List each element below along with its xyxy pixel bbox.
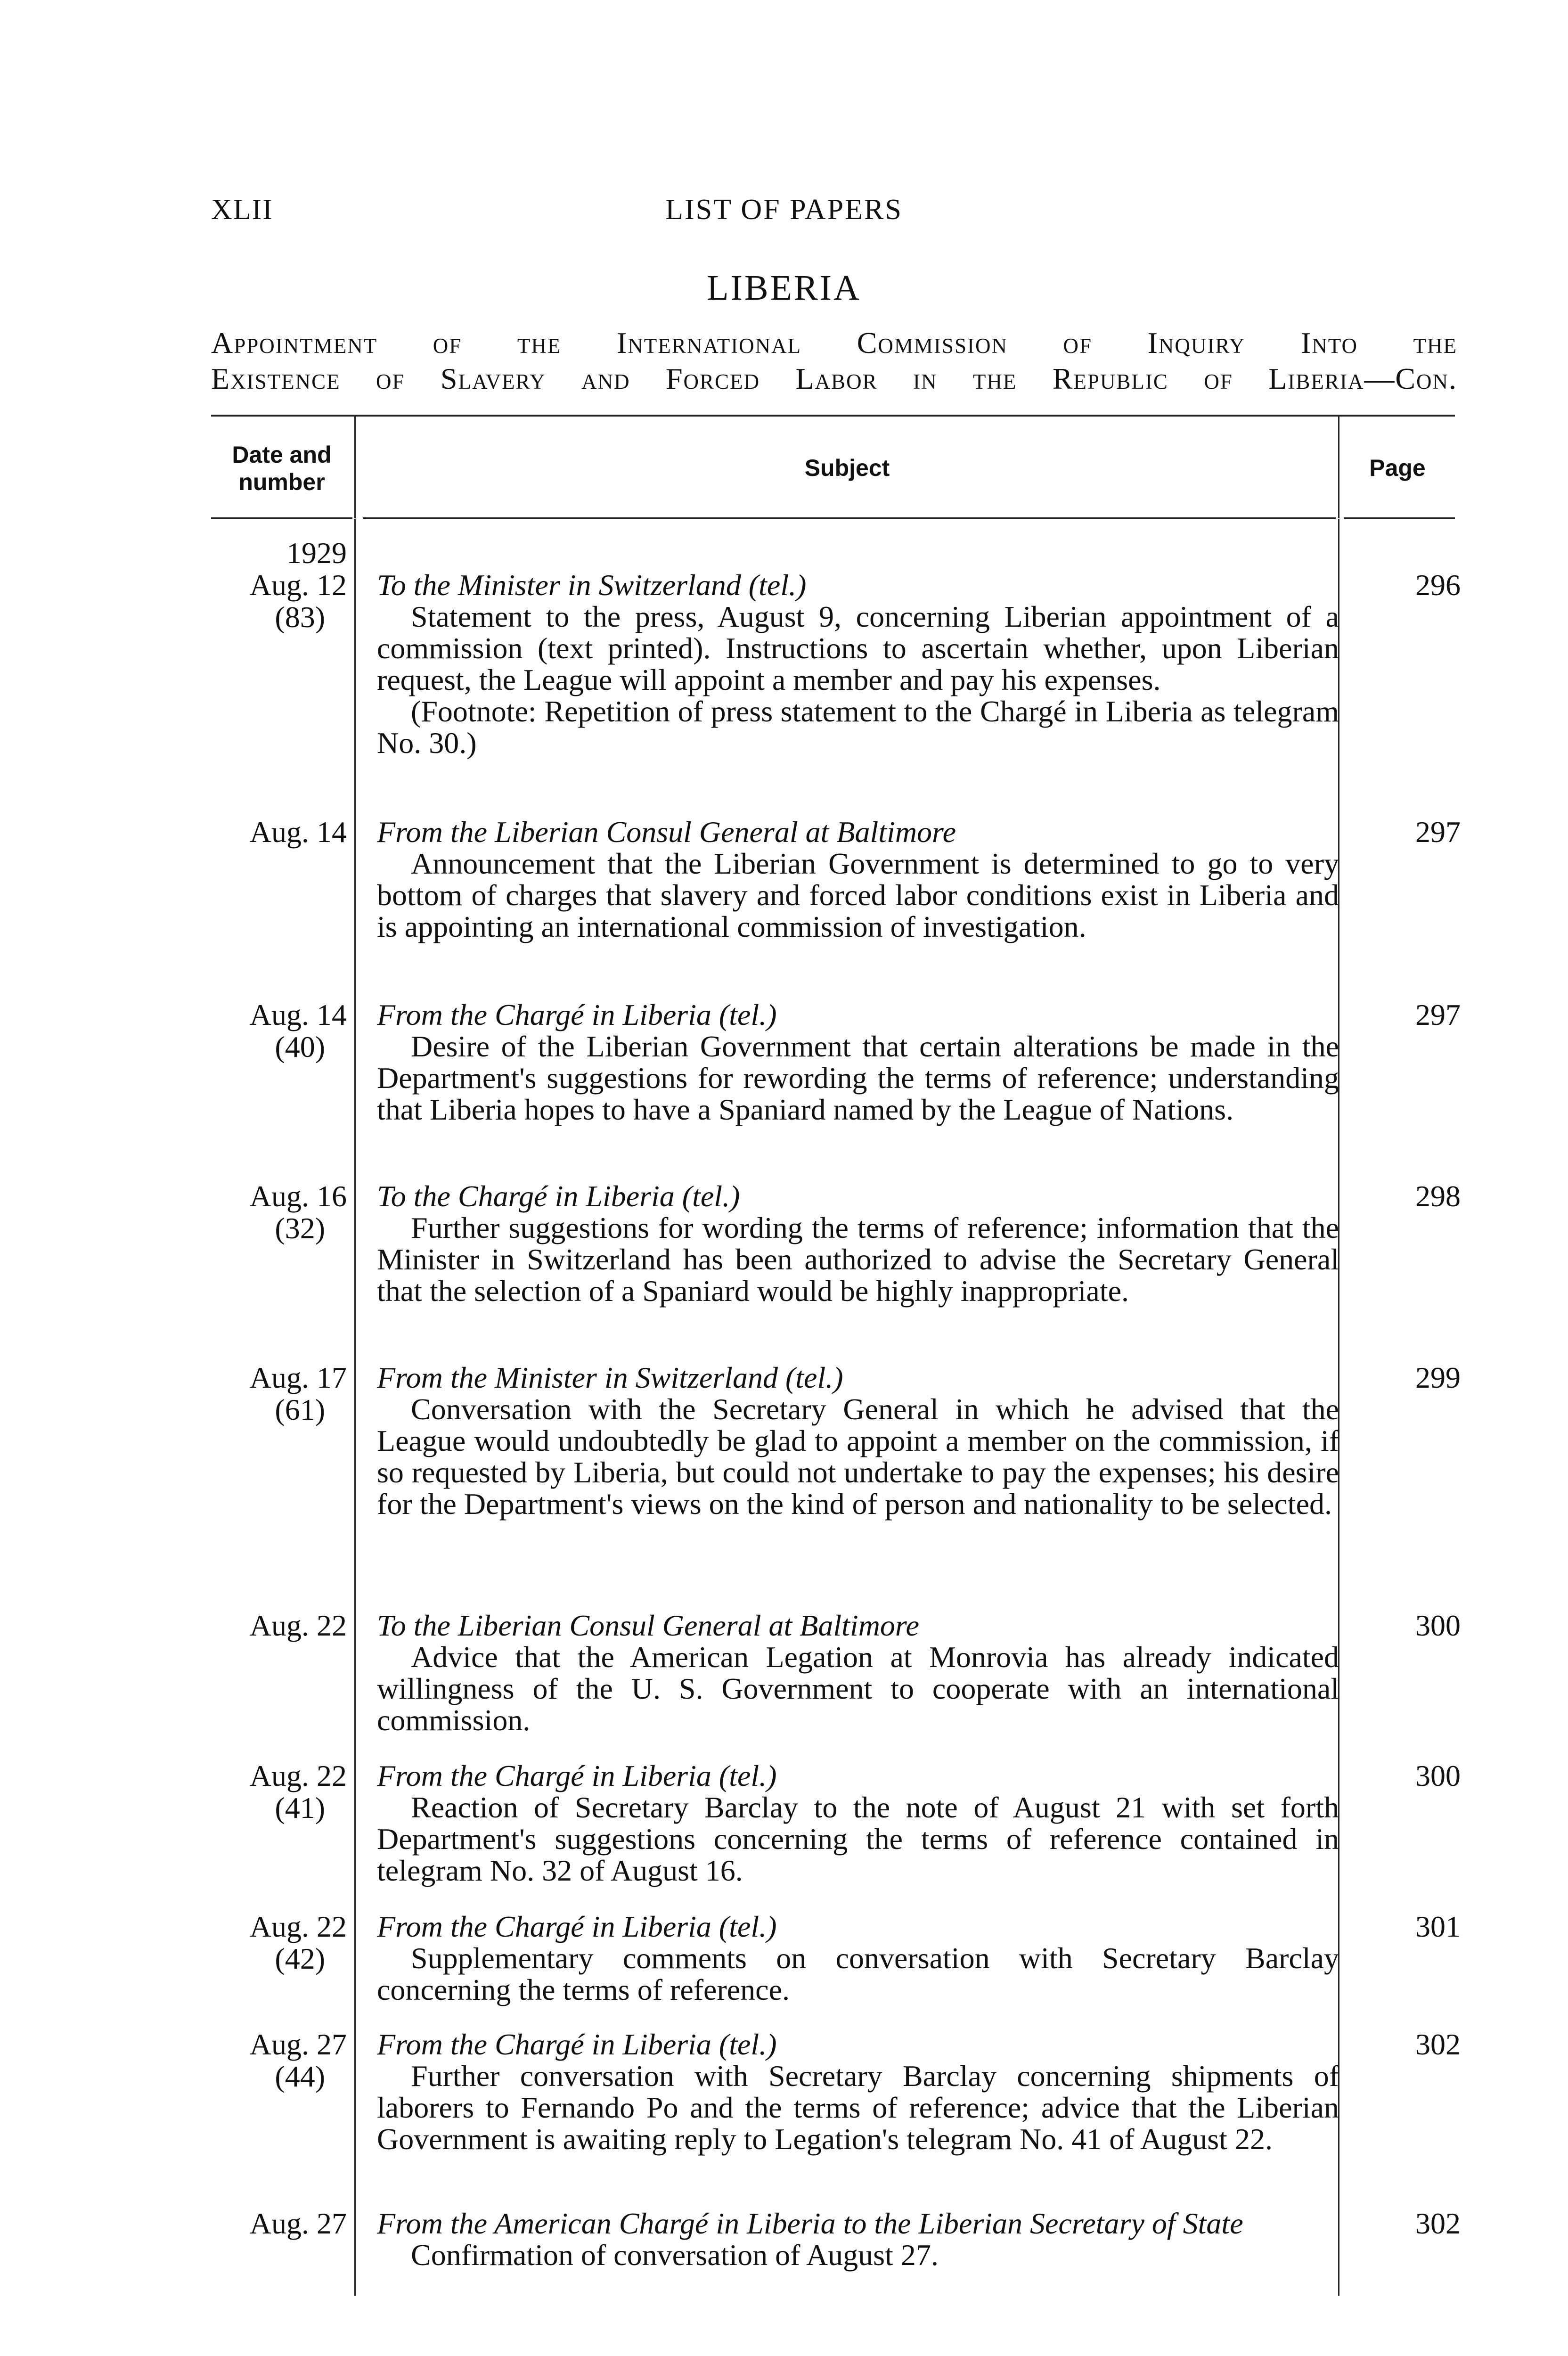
entry-subject	[377, 1760, 1339, 1886]
entry-number: (41)	[275, 1791, 325, 1824]
entry-date-text: Aug. 14	[249, 815, 347, 849]
entry-date-text: Aug. 12	[249, 568, 347, 602]
entry-heading: From the Chargé in Liberia (tel.)	[377, 1910, 777, 1943]
entry-number: (32)	[275, 1211, 325, 1245]
entry-date	[207, 2208, 347, 2240]
header-divider-page	[1338, 417, 1339, 518]
entry-paragraph: Conversation with the Secretary General in which he advised that the League would undoubtedly be glad to appoint a member on the commission, if so requested by Liberia, but could not undertake to pay the expenses; his desire for the Department's views on the kind of person and nationality to be selected.	[377, 1392, 1339, 1521]
column-head-date	[211, 441, 352, 496]
entry-subject	[377, 2208, 1339, 2271]
entry-date-text: Aug. 22	[249, 1609, 347, 1642]
section-title	[211, 325, 1457, 397]
entry-date	[207, 816, 347, 848]
table-top-rule	[211, 415, 1455, 417]
entry-subject	[377, 1610, 1339, 1736]
year-label: 1929	[286, 536, 347, 570]
table-header-rule-date	[211, 517, 352, 519]
entry-paragraph: Announcement that the Liberian Government is determined to go to very bottom of charges that slavery and forced labor conditions exist in Liberia and is appointing an international commission of investigation.	[377, 847, 1339, 943]
page-folio: XLII	[211, 194, 273, 226]
entry-number: (83)	[275, 600, 325, 634]
entry-heading: To the Chargé in Liberia (tel.)	[377, 1179, 740, 1213]
country-heading: LIBERIA	[707, 268, 861, 308]
entry-heading: From the Minister in Switzerland (tel.)	[377, 1361, 843, 1394]
entry-paragraph: Advice that the American Legation at Monrovia has already indicated willingness of the U. S. Government to cooperate with an international commission.	[377, 1640, 1339, 1737]
entry-page: 301	[1415, 1910, 1461, 1943]
entry-date	[207, 1610, 347, 1642]
entry-subject	[377, 1362, 1339, 1520]
entry-page: 300	[1415, 1759, 1461, 1792]
entry-paragraph: Supplementary comments on conversation with Secretary Barclay concerning the terms of reference.	[377, 1941, 1339, 2006]
entry-paragraph: Reaction of Secretary Barclay to the note of August 21 with set forth Department's suggestions concerning the terms of reference contained in telegram No. 32 of August 16.	[377, 1791, 1339, 1887]
entry-date-text: Aug. 16	[249, 1179, 347, 1213]
entry-date	[207, 1760, 347, 1824]
entry-page: 297	[1415, 815, 1461, 849]
entry-date	[207, 2029, 347, 2093]
entry-subject	[377, 569, 1339, 759]
entry-date-text: Aug. 27	[249, 2028, 347, 2061]
entry-page: 298	[1415, 1179, 1461, 1213]
table-header-rule-subject	[363, 517, 1336, 519]
body-divider-date	[354, 519, 356, 2296]
running-head: LIST OF PAPERS	[665, 194, 903, 226]
entry-heading: From the Chargé in Liberia (tel.)	[377, 998, 777, 1031]
entry-subject	[377, 2029, 1339, 2155]
entry-subject	[377, 999, 1339, 1125]
entry-page: 299	[1415, 1361, 1461, 1394]
entry-subject	[377, 816, 1339, 942]
entry-heading: To the Minister in Switzerland (tel.)	[377, 568, 807, 602]
entry-page: 296	[1415, 568, 1461, 602]
entry-page: 302	[1415, 2028, 1461, 2061]
column-head-subject: Subject	[804, 455, 890, 481]
entry-date-text: Aug. 14	[249, 998, 347, 1031]
entry-number: (61)	[275, 1393, 325, 1426]
column-head-date-line-1: Date and	[232, 442, 332, 468]
section-title-line-1: Appointment of the International Commission of Inquiry Into the	[211, 326, 1457, 360]
entry-date-text: Aug. 27	[249, 2207, 347, 2240]
header-divider-date	[354, 417, 356, 518]
entry-number: (44)	[275, 2060, 325, 2093]
entry-date	[207, 1911, 347, 1975]
table-header-rule-page	[1344, 517, 1455, 519]
entry-page: 297	[1415, 998, 1461, 1031]
entry-paragraph: Confirmation of conversation of August 27.	[411, 2238, 939, 2272]
entry-heading: From the Liberian Consul General at Baltimore	[377, 815, 956, 849]
entry-date	[207, 1362, 347, 1426]
entry-paragraph: Further conversation with Secretary Barclay concerning shipments of laborers to Fernando Po and the terms of reference; advice that the Liberian Government is awaiting reply to Legation's telegram No. 41 of August 22.	[377, 2059, 1339, 2156]
entry-date-text: Aug. 22	[249, 1759, 347, 1792]
entry-heading: From the Chargé in Liberia (tel.)	[377, 1759, 777, 1792]
section-title-line-2: Existence of Slavery and Forced Labor in the Republic of Liberia—Con.	[211, 362, 1457, 395]
entry-date	[207, 1180, 347, 1244]
entry-paragraph: (Footnote: Repetition of press statement to the Chargé in Liberia as telegram No. 30.)	[377, 695, 1339, 760]
entry-heading: From the American Chargé in Liberia to the Liberian Secretary of State	[377, 2207, 1243, 2240]
entry-date-text: Aug. 17	[249, 1361, 347, 1394]
entry-subject	[377, 1180, 1339, 1307]
entry-number: (42)	[275, 1942, 325, 1975]
entry-heading: From the Chargé in Liberia (tel.)	[377, 2028, 777, 2061]
column-head-date-line-2: number	[238, 469, 325, 495]
entry-date	[207, 999, 347, 1063]
entry-date-text: Aug. 22	[249, 1910, 347, 1943]
entry-paragraph: Statement to the press, August 9, concerning Liberian appointment of a commission (text printed). Instructions to ascertain whether, upon Liberian request, the League will appoint a member and pay his expenses.	[377, 600, 1339, 696]
entry-paragraph: Desire of the Liberian Government that certain alterations be made in the Department's suggestions for rewording the terms of reference; understanding that Liberia hopes to have a Spaniard named by the League of Nations.	[377, 1030, 1339, 1126]
entry-date	[207, 569, 347, 633]
entry-paragraph: Further suggestions for wording the terms of reference; information that the Minister in Switzerland has been authorized to advise the Secretary General that the selection of a Spaniard would be highly inappropriate.	[377, 1211, 1339, 1308]
entry-subject	[377, 1911, 1339, 2005]
entry-page: 302	[1415, 2207, 1461, 2240]
entry-number: (40)	[275, 1030, 325, 1063]
entry-heading: To the Liberian Consul General at Baltimore	[377, 1609, 919, 1642]
column-head-page: Page	[1369, 455, 1426, 481]
entry-page: 300	[1415, 1609, 1461, 1642]
